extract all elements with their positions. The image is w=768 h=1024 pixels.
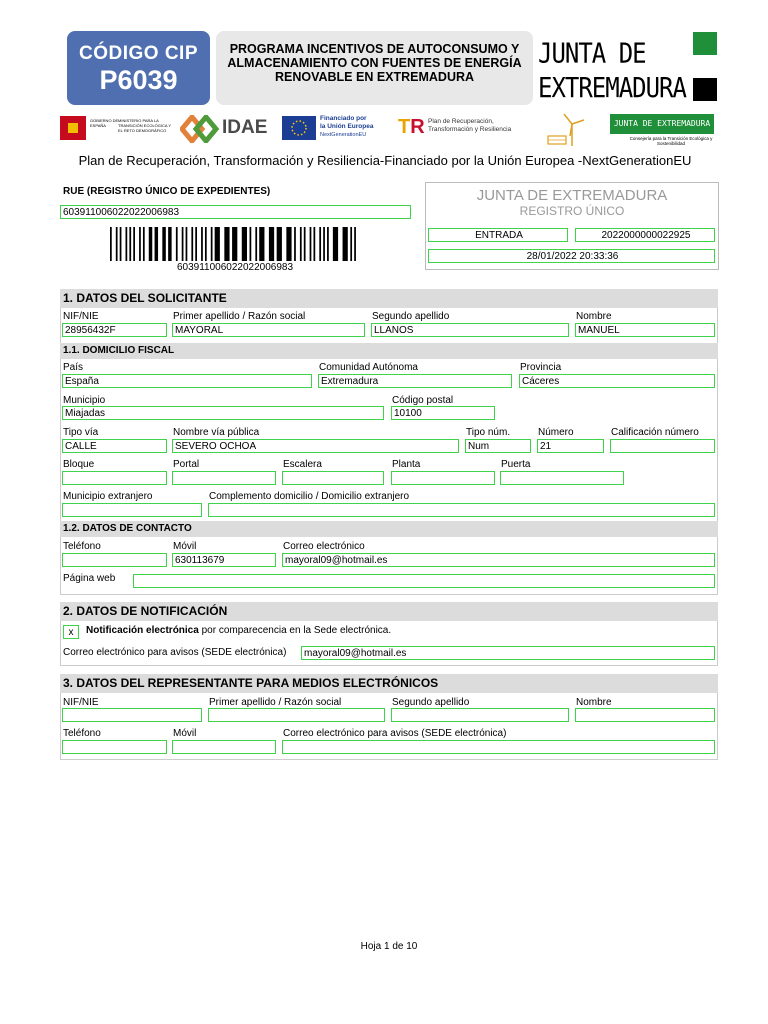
barcode-bar: [310, 227, 312, 261]
barcode-bar: [354, 227, 356, 261]
eu-logo: [282, 114, 387, 144]
ministerio-text: MINISTERIO PARA LA TRANSICIÓN ECOLÓGICA Y EL RETO DEMOGRÁFICO: [118, 118, 171, 133]
idae-text: IDAE: [222, 117, 268, 138]
barcode-bar: [116, 227, 118, 261]
mun-ext-label: Municipio extranjero: [63, 491, 153, 502]
barcode-bar: [250, 227, 252, 261]
barcode-bar: [110, 227, 112, 261]
telefono-label: Teléfono: [63, 541, 101, 552]
correo-label: Correo electrónico: [283, 541, 365, 552]
nif-label: NIF/NIE: [63, 311, 99, 322]
barcode-bar: [133, 227, 135, 261]
barcode-bar: [255, 227, 257, 261]
eu-flag-icon: [282, 116, 316, 140]
barcode-bar: [269, 227, 274, 261]
puerta-field[interactable]: [500, 471, 624, 485]
barcode-bar: [149, 227, 152, 261]
sede-correo-field[interactable]: mayoral09@hotmail.es: [301, 646, 715, 660]
barcode-bar: [143, 227, 145, 261]
registro-entrada: ENTRADA: [428, 228, 568, 242]
movil-label: Móvil: [173, 541, 197, 552]
nombre-via-label: Nombre vía pública: [173, 427, 260, 438]
calificacion-label: Calificación número: [611, 427, 699, 438]
apellido2-label: Segundo apellido: [372, 311, 450, 322]
telefono-field[interactable]: [62, 553, 167, 567]
provincia-field[interactable]: Cáceres: [519, 374, 715, 388]
junta-line1: JUNTA DE: [538, 37, 646, 70]
provincia-label: Provincia: [520, 362, 562, 373]
barcode-bar: [168, 227, 171, 261]
renewables-icon: [544, 110, 592, 148]
barcode-bar: [176, 227, 178, 261]
movil-field[interactable]: 630113679: [172, 553, 276, 567]
barcode-bar: [294, 227, 296, 261]
rep-movil-field[interactable]: [172, 740, 276, 754]
gobierno-text: GOBIERNO DE ESPAÑA: [90, 118, 119, 128]
logo-strip: [60, 110, 720, 148]
barcode-bar: [304, 227, 306, 261]
barcode-bar: [242, 227, 247, 261]
tipo-num-field[interactable]: Num: [465, 439, 531, 453]
complemento-field[interactable]: [208, 503, 715, 517]
barcode-bar: [205, 227, 207, 261]
eu-line3: NextGenerationEU: [320, 132, 367, 138]
planta-label: Planta: [392, 459, 421, 470]
rep-nif-label: NIF/NIE: [63, 697, 99, 708]
prtr-logo: [398, 114, 538, 144]
rep-correo-field[interactable]: [282, 740, 715, 754]
prtr-line2: Transformación y Resiliencia: [428, 126, 512, 133]
eu-line1: Financiado por: [320, 115, 367, 122]
section-3-title: 3. DATOS DEL REPRESENTANTE PARA MEDIOS ELECTRÓNICOS: [60, 674, 718, 693]
complemento-label: Complemento domicilio / Domicilio extranjero: [209, 491, 410, 502]
portal-label: Portal: [173, 459, 200, 470]
rep-movil-label: Móvil: [173, 728, 197, 739]
barcode-bar: [300, 227, 302, 261]
barcode-icon: [110, 227, 360, 261]
barcode-bar: [139, 227, 141, 261]
section-1-title: 1. DATOS DEL SOLICITANTE: [60, 289, 718, 308]
cp-label: Código postal: [392, 395, 454, 406]
rep-correo-label: Correo electrónico para avisos (SEDE electrónica): [283, 728, 507, 739]
cip-code: P6039: [99, 65, 178, 95]
notificacion-checkbox[interactable]: x: [63, 625, 79, 639]
bloque-label: Bloque: [63, 459, 95, 470]
junta-black-square: [693, 78, 717, 101]
municipio-field[interactable]: Miajadas: [62, 406, 384, 420]
rep-nif-field[interactable]: [62, 708, 202, 722]
junta-line2: EXTREMADURA: [538, 71, 686, 104]
barcode-bar: [319, 227, 321, 261]
barcode-bar: [343, 227, 348, 261]
municipio-label: Municipio: [63, 395, 106, 406]
page-number: Hoja 1 de 10: [360, 941, 418, 952]
portal-field[interactable]: [172, 471, 276, 485]
rep-apellido2-field[interactable]: [391, 708, 569, 722]
barcode-bar: [327, 227, 329, 261]
eu-line2: la Unión Europea: [320, 123, 374, 130]
rue-field[interactable]: 603911006022022006983: [60, 205, 411, 219]
rep-apellido2-label: Segundo apellido: [392, 697, 470, 708]
nombre-label: Nombre: [576, 311, 612, 322]
pais-field[interactable]: España: [62, 374, 312, 388]
notificacion-rest: por comparecencia en la Sede electrónica.: [198, 625, 392, 636]
barcode-bar: [224, 227, 229, 261]
domicilio-title: 1.1. DOMICILIO FISCAL: [60, 343, 718, 359]
numero-label: Número: [538, 427, 574, 438]
junta-logo-text: [538, 36, 686, 105]
rep-telefono-field[interactable]: [62, 740, 167, 754]
registro-numero: 2022000000022925: [575, 228, 715, 242]
barcode-bar: [186, 227, 188, 261]
rep-apellido1-label: Primer apellido / Razón social: [209, 697, 342, 708]
barcode-bar: [162, 227, 165, 261]
registro-fecha: 28/01/2022 20:33:36: [428, 249, 715, 263]
prtr-mark-icon: TR: [398, 116, 425, 138]
barcode-bar: [155, 227, 158, 261]
tipo-num-label: Tipo núm.: [466, 427, 511, 438]
comunidad-field[interactable]: Extremadura: [318, 374, 512, 388]
puerta-label: Puerta: [501, 459, 531, 470]
barcode-bar: [277, 227, 282, 261]
bloque-field[interactable]: [62, 471, 167, 485]
cp-field[interactable]: 10100: [391, 406, 495, 420]
calificacion-field[interactable]: [610, 439, 715, 453]
mun-ext-field[interactable]: [62, 503, 202, 517]
tipo-via-field[interactable]: CALLE: [62, 439, 167, 453]
barcode-bar: [182, 227, 184, 261]
tipo-via-label: Tipo vía: [63, 427, 99, 438]
pais-label: País: [63, 362, 84, 373]
prtr-line1: Plan de Recuperación,: [428, 118, 494, 125]
barcode-bar: [201, 227, 203, 261]
sede-correo-label: Correo electrónico para avisos (SEDE electrónica): [63, 647, 287, 658]
barcode-bar: [323, 227, 325, 261]
rep-apellido1-field[interactable]: [208, 708, 385, 722]
barcode-bar: [286, 227, 291, 261]
barcode-bar: [313, 227, 315, 261]
barcode-bar: [211, 227, 213, 261]
idae-logo: [180, 113, 270, 145]
barcode-bar: [259, 227, 264, 261]
escalera-label: Escalera: [283, 459, 322, 470]
notificacion-bold: Notificación electrónica: [86, 625, 199, 636]
barcode-bar: [232, 227, 237, 261]
registro-title: JUNTA DE EXTREMADURA: [476, 187, 668, 204]
planta-field[interactable]: [391, 471, 495, 485]
web-field[interactable]: [133, 574, 715, 588]
apellido1-label: Primer apellido / Razón social: [173, 311, 306, 322]
escudo-icon: [60, 116, 86, 140]
notificacion-text: [86, 625, 391, 636]
barcode-bar: [215, 227, 220, 261]
barcode-bar: [333, 227, 338, 261]
consejeria-text: Consejería para la Transición Ecológica y Sostenibilidad: [629, 136, 713, 146]
barcode-bar: [191, 227, 193, 261]
rep-telefono-label: Teléfono: [63, 728, 101, 739]
junta-green-square: [693, 32, 717, 55]
barcode-bar: [120, 227, 122, 261]
barcode-bar: [195, 227, 197, 261]
numero-field[interactable]: 21: [537, 439, 604, 453]
cip-box: [67, 31, 210, 105]
nif-field[interactable]: 28956432F: [62, 323, 167, 337]
program-title-box: [216, 31, 533, 105]
rep-nombre-label: Nombre: [576, 697, 612, 708]
comunidad-label: Comunidad Autónoma: [319, 362, 418, 373]
nombre-field[interactable]: MANUEL: [575, 323, 715, 337]
apellido2-field[interactable]: LLANOS: [371, 323, 569, 337]
escalera-field[interactable]: [282, 471, 384, 485]
correo-field[interactable]: mayoral09@hotmail.es: [282, 553, 715, 567]
program-title: PROGRAMA INCENTIVOS DE AUTOCONSUMO Y ALMACENAMIENTO CON FUENTES DE ENERGÍA RENOVABLE EN EXTREMADURA: [227, 42, 522, 84]
contacto-title: 1.2. DATOS DE CONTACTO: [60, 521, 718, 537]
web-label: Página web: [63, 573, 116, 584]
barcode-text: 603911006022022006983: [176, 262, 294, 273]
rep-nombre-field[interactable]: [575, 708, 715, 722]
barcode-bar: [126, 227, 128, 261]
junta-badge: JUNTA DE EXTREMADURA: [610, 114, 714, 134]
plan-line: Plan de Recuperación, Transformación y Resiliencia-Financiado por la Unión Europea -NextGenerationEU: [78, 153, 692, 168]
registro-subtitle: REGISTRO ÚNICO: [519, 204, 625, 218]
apellido1-field[interactable]: MAYORAL: [172, 323, 365, 337]
rue-label: RUE (REGISTRO ÚNICO DE EXPEDIENTES): [63, 186, 271, 197]
barcode-bar: [129, 227, 131, 261]
cip-label: CÓDIGO CIP: [78, 43, 198, 64]
barcode-bar: [350, 227, 352, 261]
nombre-via-field[interactable]: SEVERO OCHOA: [172, 439, 459, 453]
idae-mark-icon: [180, 115, 220, 143]
gobierno-logo: [60, 114, 175, 142]
section-2-title: 2. DATOS DE NOTIFICACIÓN: [60, 602, 718, 621]
